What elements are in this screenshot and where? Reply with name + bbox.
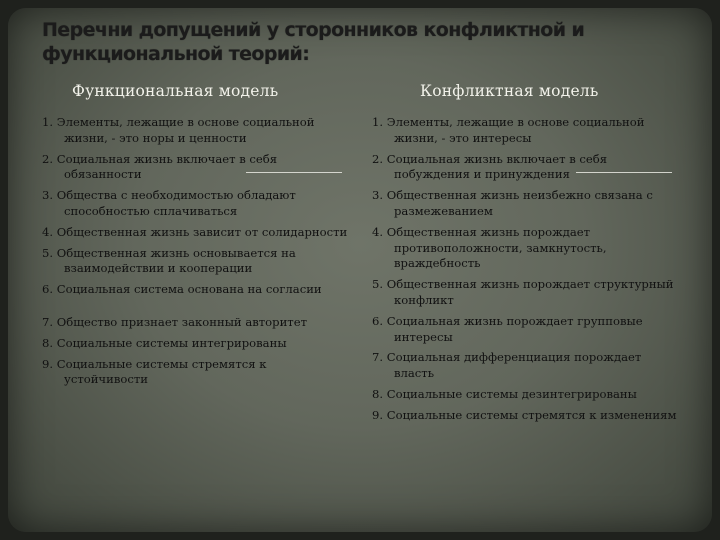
list-item xyxy=(42,282,352,298)
item-text: Социальные системы дезинтегрированы xyxy=(386,386,637,401)
item-text: Социальные системы стремятся к устойчивости xyxy=(56,356,267,387)
item-text: Социальная дифференциация порождает власть xyxy=(386,350,642,381)
item-number: 7. xyxy=(372,350,384,365)
conflict-model-list xyxy=(372,115,682,429)
list-item xyxy=(372,225,682,272)
item-text: Социальная жизнь включает в себя побуждения и принуждения xyxy=(386,151,608,182)
chalk-underline xyxy=(246,172,342,173)
item-number: 8. xyxy=(372,386,384,401)
list-item xyxy=(42,246,352,278)
list-item xyxy=(372,277,682,309)
item-text: Общественная жизнь неизбежно связана с размежеванием xyxy=(386,188,653,218)
list-item xyxy=(372,152,682,184)
list-item xyxy=(42,152,352,184)
item-number: 3. xyxy=(372,188,384,203)
list-item xyxy=(372,115,682,147)
list-item xyxy=(42,115,352,147)
item-text: Социальная жизнь включает в себя обязанности xyxy=(56,151,278,182)
item-number: 4. xyxy=(372,224,384,239)
item-text: Элементы, лежащие в основе социальной жизни, - это интересы xyxy=(386,115,645,145)
slide-title: Перечни допущений у сторонников конфликтной и функциональной теорий: xyxy=(42,19,585,65)
item-number: 1. xyxy=(372,115,384,129)
list-item xyxy=(372,387,682,403)
item-number: 8. xyxy=(42,335,54,350)
chalk-underline xyxy=(576,172,672,173)
list-item xyxy=(42,225,352,241)
list-item xyxy=(42,336,352,352)
item-text: Общественная жизнь порождает структурный конфликт xyxy=(386,277,674,307)
item-number: 9. xyxy=(42,356,54,371)
list-item xyxy=(372,188,682,220)
item-text: Общества с необходимостью обладают способностью сплачиваться xyxy=(56,188,296,218)
item-text: Социальная жизнь порождает групповые интересы xyxy=(386,313,643,344)
item-number: 7. xyxy=(42,314,54,329)
item-number: 1. xyxy=(42,115,54,129)
item-text: Общественная жизнь зависит от солидарности xyxy=(56,224,348,239)
item-number: 6. xyxy=(372,313,384,328)
list-item xyxy=(372,408,682,424)
item-number: 5. xyxy=(42,245,54,260)
item-number: 9. xyxy=(372,407,384,422)
item-number: 5. xyxy=(372,277,384,292)
item-number: 6. xyxy=(42,282,54,297)
item-number: 4. xyxy=(42,224,54,239)
list-item xyxy=(372,314,682,346)
list-item xyxy=(372,350,682,382)
right-column-heading: Конфликтная модель xyxy=(420,82,599,100)
item-text: Общество признает законный авторитет xyxy=(56,314,308,329)
item-number: 2. xyxy=(42,151,54,166)
item-text: Социальная система основана на согласии xyxy=(56,282,322,297)
list-item xyxy=(42,315,352,331)
list-item xyxy=(42,188,352,220)
item-text: Общественная жизнь порождает противоположности, замкнутость, враждебность xyxy=(386,224,607,271)
item-text: Социальные системы стремятся к изменениям xyxy=(386,407,677,422)
item-number: 2. xyxy=(372,151,384,166)
left-column-heading: Функциональная модель xyxy=(72,82,279,100)
item-text: Общественная жизнь основывается на взаимодействии и кооперации xyxy=(56,245,296,276)
item-number: 3. xyxy=(42,188,54,203)
functional-model-list xyxy=(42,115,352,393)
item-text: Элементы, лежащие в основе социальной жизни, - это норы и ценности xyxy=(56,115,315,145)
item-text: Социальные системы интегрированы xyxy=(56,335,287,350)
list-item xyxy=(42,357,352,389)
